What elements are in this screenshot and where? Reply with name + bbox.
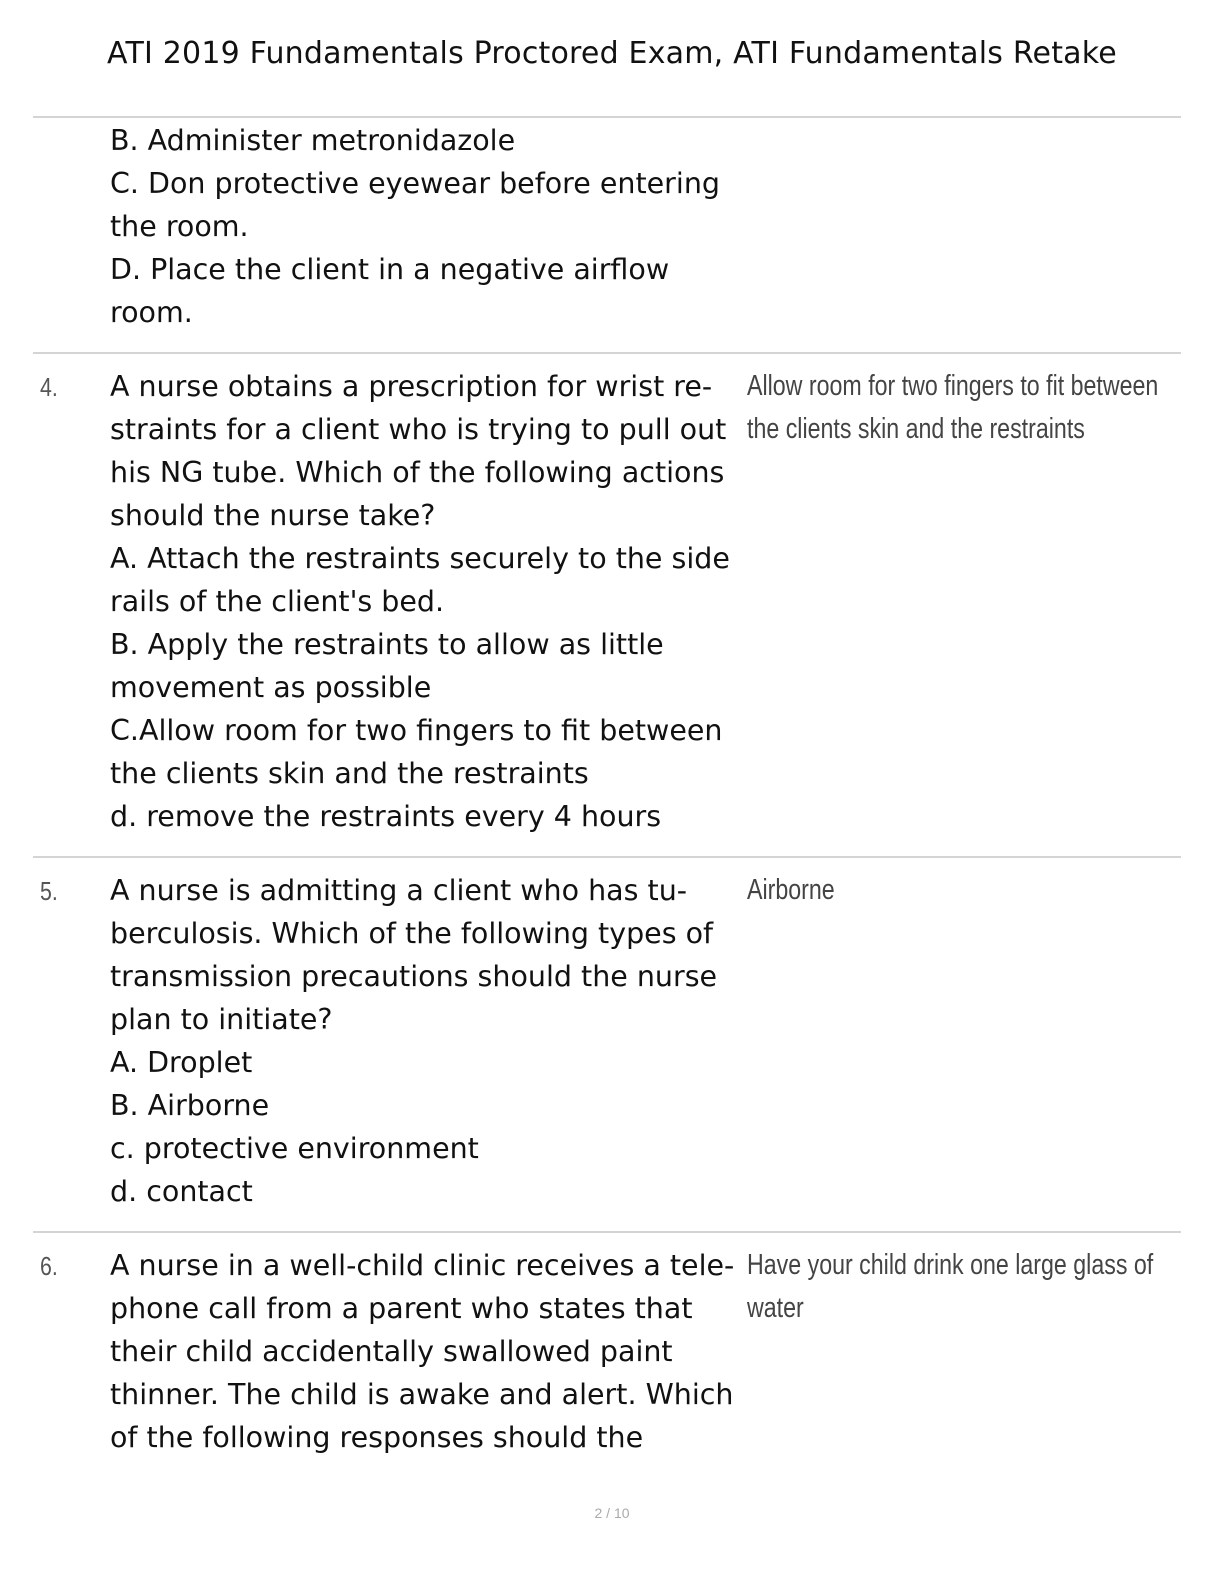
answer-line: water: [747, 1292, 804, 1324]
question-line: should the nurse take?: [110, 499, 436, 532]
page-title: ATI 2019 Fundamentals Proctored Exam, ATI Fundamentals Retake: [107, 36, 1117, 71]
question-text: [110, 1244, 750, 1459]
divider: [33, 352, 1181, 354]
option-line: d. remove the restraints every 4 hours: [110, 800, 662, 833]
question-line: phone call from a parent who states that: [110, 1292, 693, 1325]
question-number: 6.: [40, 1251, 58, 1281]
question-number: 4.: [40, 372, 58, 402]
option-line: A. Attach the restraints securely to the side: [110, 542, 730, 575]
option-line: the room.: [110, 210, 249, 243]
question-line: thinner. The child is awake and alert. Which: [110, 1378, 734, 1411]
answer-line: Airborne: [747, 874, 835, 906]
answer-text: [747, 1244, 1153, 1330]
question-line: A nurse in a well-child clinic receives a tele-: [110, 1249, 735, 1282]
continued-question-options: [110, 119, 750, 334]
option-line: B. Airborne: [110, 1089, 270, 1122]
option-line: movement as possible: [110, 671, 432, 704]
question-line: their child accidentally swallowed paint: [110, 1335, 673, 1368]
option-line: d. contact: [110, 1175, 253, 1208]
question-line: berculosis. Which of the following types of: [110, 917, 714, 950]
divider: [33, 116, 1181, 118]
answer-line: Have your child drink one large glass of: [747, 1249, 1154, 1281]
answer-text: [747, 869, 835, 912]
option-line: rails of the client's bed.: [110, 585, 445, 618]
answer-line: Allow room for two fingers to fit between: [747, 370, 1159, 402]
question-line: A nurse is admitting a client who has tu-: [110, 874, 688, 907]
question-number: 5.: [40, 876, 58, 906]
page-number: 2 / 10: [594, 1505, 630, 1521]
question-line: transmission precautions should the nurse: [110, 960, 718, 993]
answer-line: the clients skin and the restraints: [747, 413, 1085, 445]
option-line: C.Allow room for two fingers to fit between: [110, 714, 723, 747]
answer-text: [747, 365, 1158, 451]
question-line: of the following responses should the: [110, 1421, 644, 1454]
option-line: A. Droplet: [110, 1046, 253, 1079]
question-text: [110, 365, 750, 838]
option-line: room.: [110, 296, 193, 329]
question-line: A nurse obtains a prescription for wrist re-: [110, 370, 713, 403]
option-line: B. Apply the restraints to allow as little: [110, 628, 664, 661]
question-line: straints for a client who is trying to pull out: [110, 413, 727, 446]
question-line: his NG tube. Which of the following actions: [110, 456, 725, 489]
option-line: D. Place the client in a negative airflow: [110, 253, 670, 286]
option-line: the clients skin and the restraints: [110, 757, 589, 790]
question-text: [110, 869, 750, 1213]
divider: [33, 1231, 1181, 1233]
option-line: c. protective environment: [110, 1132, 479, 1165]
option-line: B. Administer metronidazole: [110, 124, 516, 157]
question-line: plan to initiate?: [110, 1003, 333, 1036]
option-line: C. Don protective eyewear before entering: [110, 167, 720, 200]
divider: [33, 856, 1181, 858]
